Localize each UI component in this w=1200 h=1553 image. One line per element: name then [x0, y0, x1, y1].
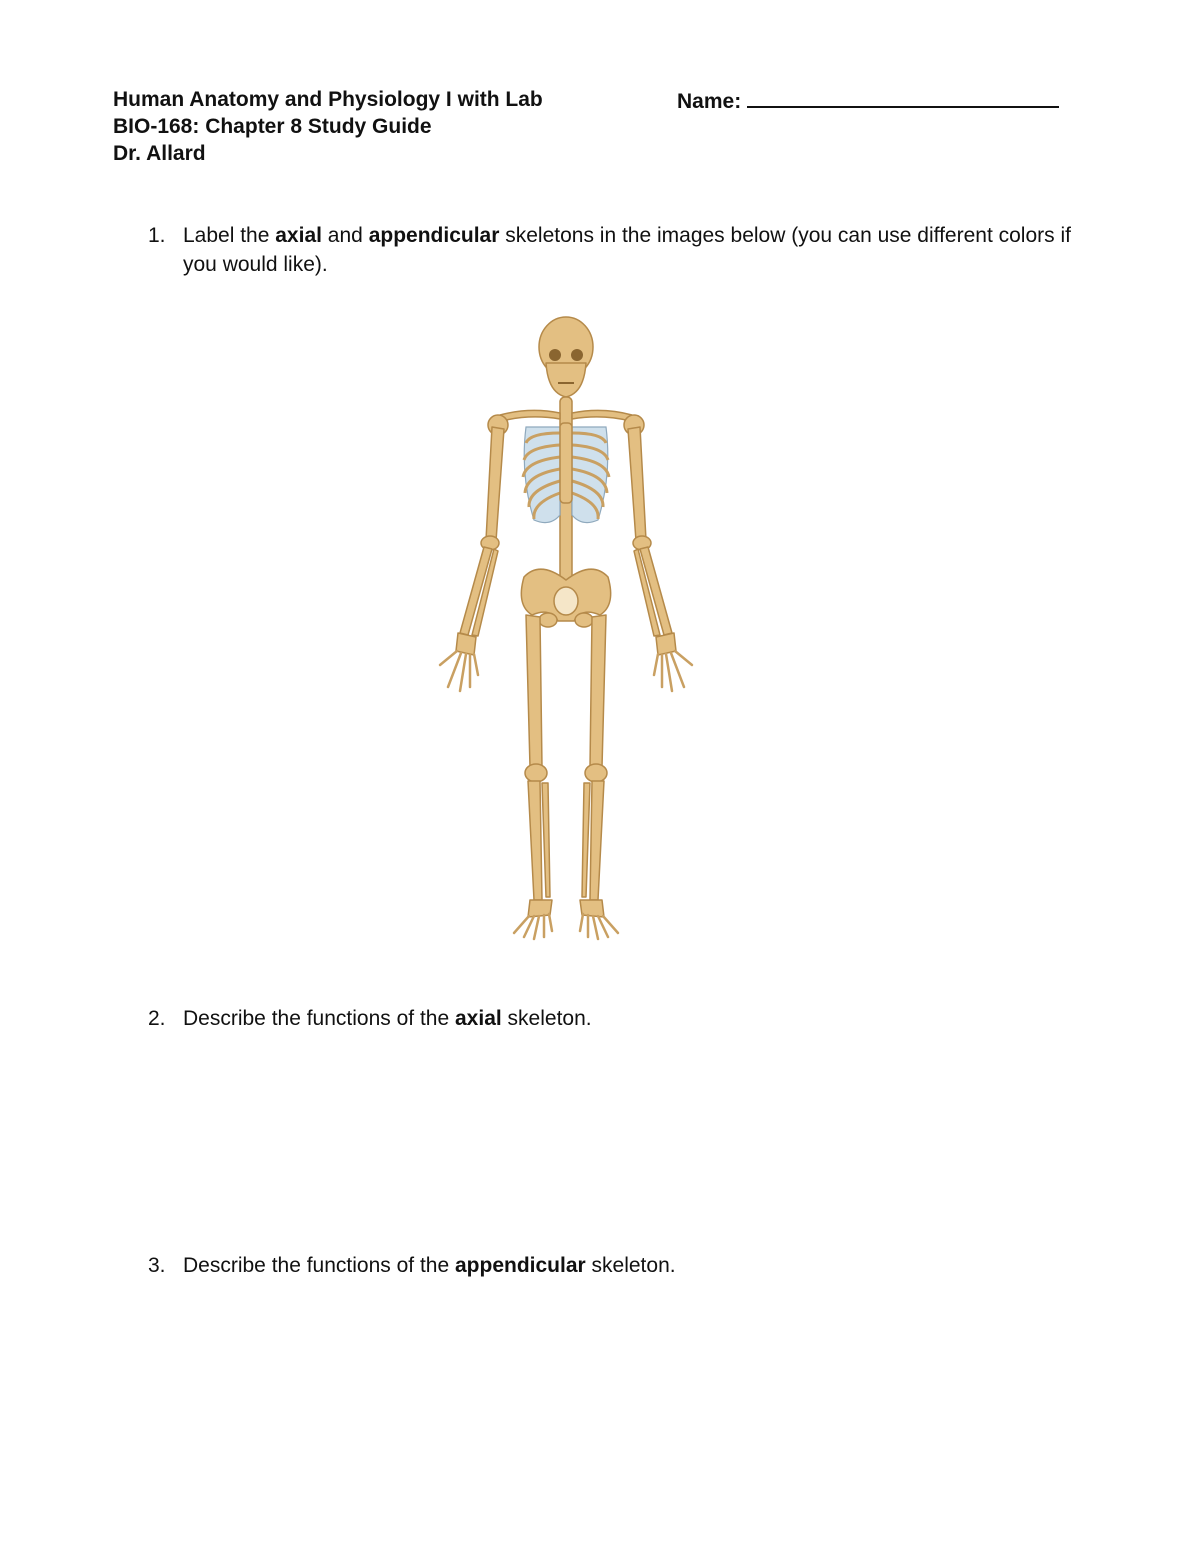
- question-number: 2.: [148, 1007, 166, 1030]
- question-2: [148, 1004, 1108, 1033]
- text-run: Label the: [183, 224, 276, 247]
- document-header: [113, 86, 543, 167]
- text-run: skeleton.: [585, 1254, 676, 1277]
- name-label: Name:: [677, 90, 742, 113]
- chapter-title: BIO-168: Chapter 8 Study Guide: [113, 115, 432, 138]
- question-number: 3.: [148, 1254, 166, 1277]
- question-text: [183, 1004, 1108, 1033]
- text-run: skeleton.: [501, 1007, 592, 1030]
- student-name-field[interactable]: [677, 86, 1059, 115]
- text-run: skeletons in the images below (you can use different colors if you would like).: [183, 224, 1071, 276]
- course-title: Human Anatomy and Physiology I with Lab: [113, 88, 543, 111]
- bold-term: appendicular: [368, 224, 500, 247]
- name-blank-line[interactable]: [747, 86, 1059, 108]
- text-run: and: [321, 224, 369, 247]
- question-number: 1.: [148, 224, 166, 247]
- instructor-name: Dr. Allard: [113, 142, 206, 165]
- bold-term: axial: [455, 1007, 502, 1030]
- question-1: [148, 221, 1108, 279]
- human-skeleton-icon: [430, 315, 715, 945]
- bold-term: appendicular: [455, 1254, 586, 1277]
- bold-term: axial: [275, 224, 322, 247]
- text-run: Describe the functions of the: [183, 1007, 455, 1030]
- question-3: [148, 1251, 1108, 1280]
- text-run: Describe the functions of the: [183, 1254, 455, 1277]
- question-text: [183, 1251, 1108, 1280]
- question-text: [183, 221, 1108, 279]
